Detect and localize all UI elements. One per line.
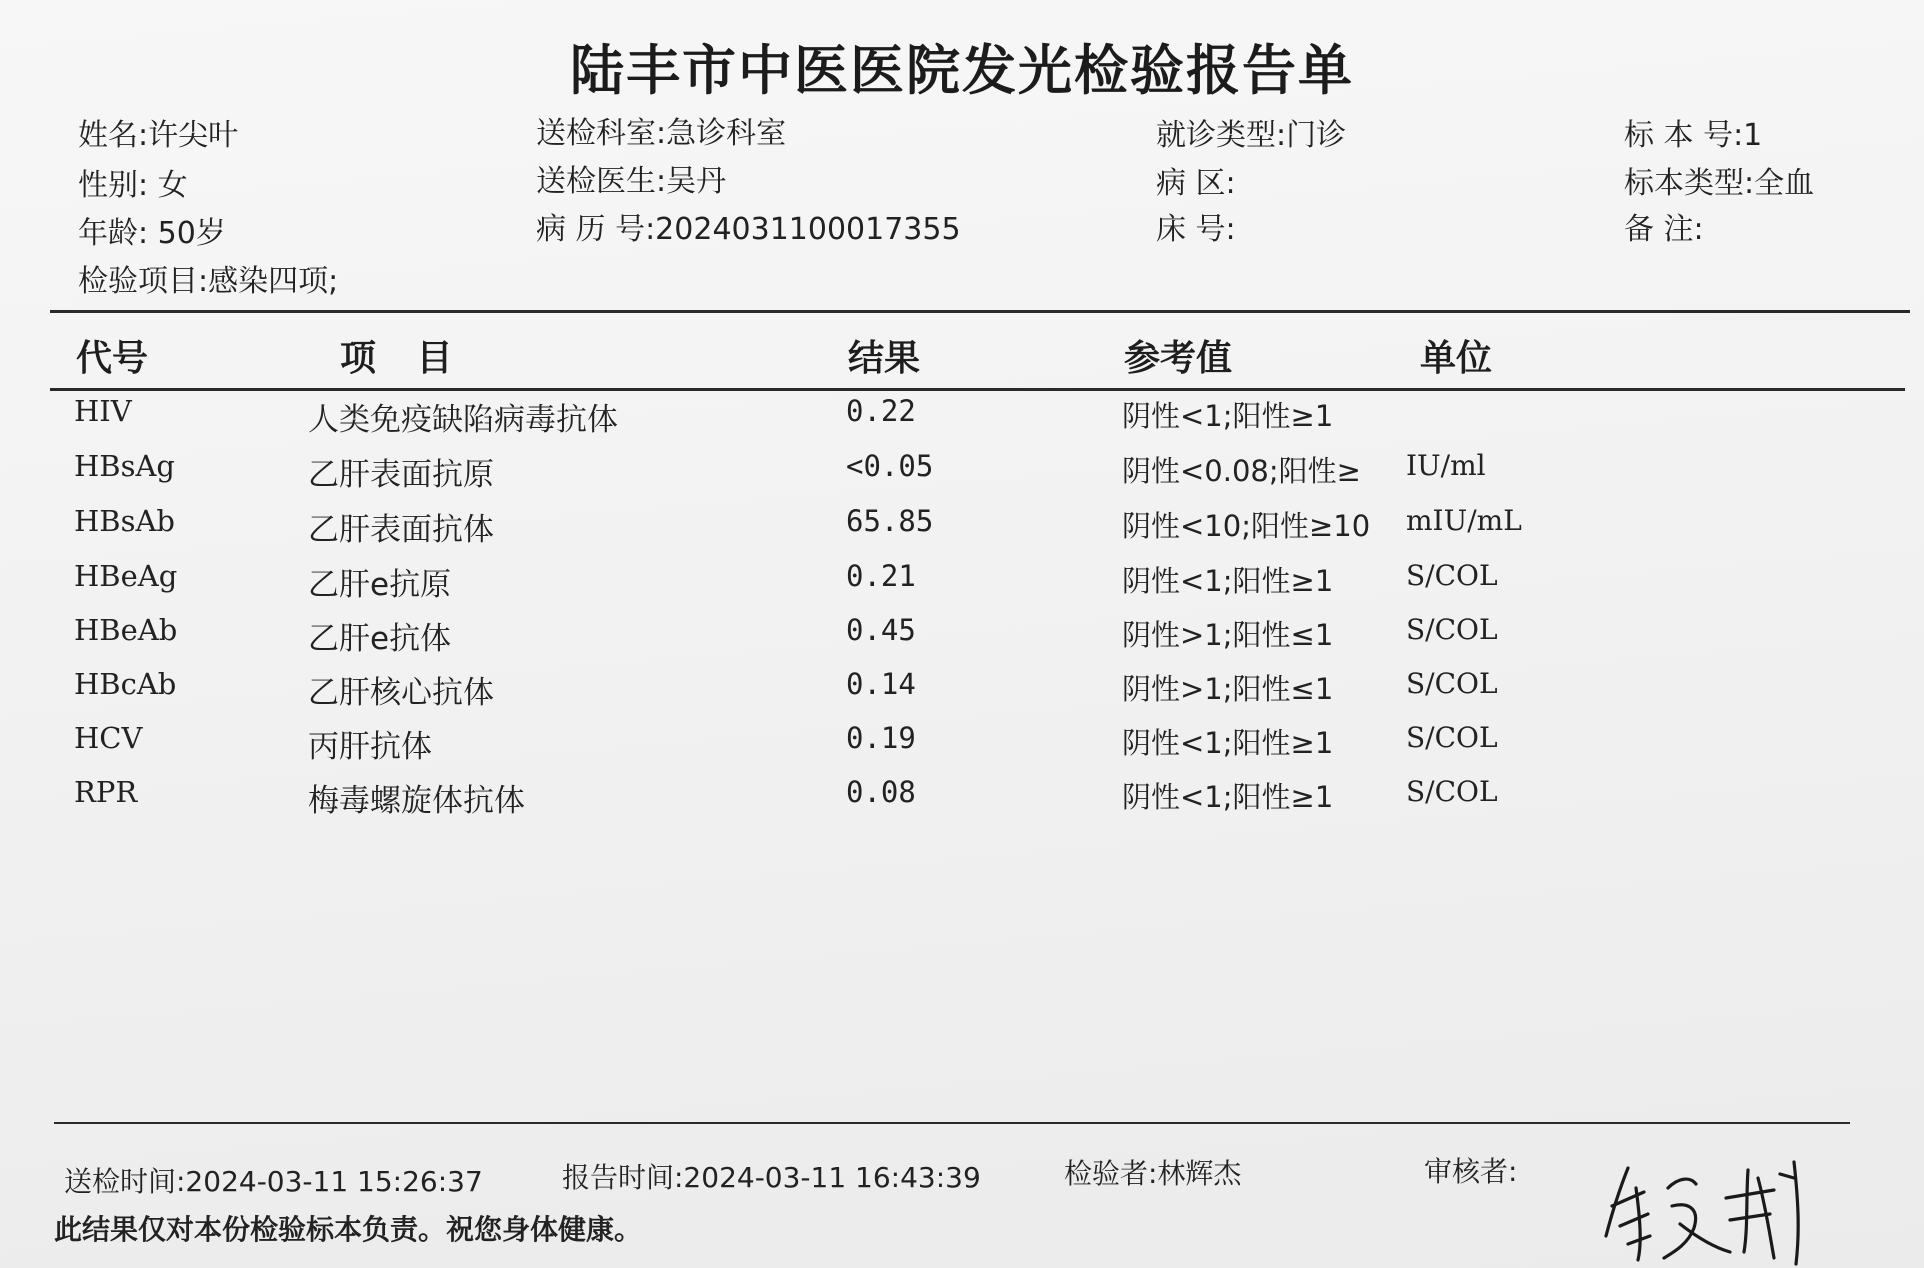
table-row (0, 449, 1924, 503)
row-unit: S/COL (1406, 613, 1498, 646)
table-row (0, 721, 1924, 775)
row-result: 0.08 (846, 775, 916, 809)
row-unit: S/COL (1406, 721, 1498, 754)
row-item: 乙肝表面抗体 (308, 512, 494, 548)
row-unit: mIU/mL (1406, 504, 1522, 537)
row-unit: S/COL (1406, 667, 1498, 700)
row-reference: 阴性<10;阳性≥10 (1122, 509, 1371, 543)
row-unit: S/COL (1406, 559, 1498, 592)
row-code: HIV (74, 394, 132, 428)
row-result: 0.19 (846, 721, 916, 755)
row-result: 0.45 (846, 613, 916, 647)
report-time: 报告时间:2024-03-11 16:43:39 (562, 1161, 981, 1194)
row-code: RPR (74, 775, 138, 809)
test-items: 检验项目:感染四项; (78, 264, 339, 299)
record-number: 病 历 号:2024031100017355 (536, 212, 961, 247)
footer-rule (54, 1122, 1850, 1124)
ward: 病 区: (1156, 166, 1236, 201)
remarks: 备 注: (1624, 212, 1704, 247)
row-item: 乙肝e抗体 (308, 621, 452, 657)
department: 送检科室:急诊科室 (536, 116, 787, 151)
row-reference: 阴性<1;阳性≥1 (1122, 780, 1334, 814)
row-result: 0.14 (846, 667, 916, 701)
row-unit: S/COL (1406, 775, 1498, 808)
disclaimer: 此结果仅对本份检验标本负责。祝您身体健康。 (54, 1213, 643, 1246)
submit-time: 送检时间:2024-03-11 15:26:37 (64, 1165, 483, 1198)
header-unit: 单位 (1420, 338, 1493, 379)
row-unit: IU/ml (1406, 449, 1486, 482)
row-code: HCV (74, 721, 143, 755)
row-code: HBeAg (74, 559, 178, 593)
row-result: 0.21 (846, 559, 916, 593)
row-result: 65.85 (846, 504, 934, 538)
header-item: 项 目 (340, 338, 453, 379)
tester: 检验者:林辉杰 (1064, 1157, 1242, 1190)
header-code: 代号 (76, 338, 149, 379)
row-item: 乙肝核心抗体 (308, 675, 494, 711)
row-reference: 阴性<1;阳性≥1 (1122, 564, 1334, 598)
table-row (0, 775, 1924, 829)
row-item: 乙肝e抗原 (308, 567, 452, 603)
table-row (0, 504, 1924, 558)
row-item: 人类免疫缺陷病毒抗体 (308, 402, 618, 438)
specimen-type: 标本类型:全血 (1624, 166, 1815, 201)
patient-age: 年龄: 50岁 (78, 216, 226, 251)
row-reference: 阴性>1;阳性≤1 (1122, 618, 1334, 652)
row-reference: 阴性<0.08;阳性≥ (1122, 454, 1361, 488)
row-item: 梅毒螺旋体抗体 (308, 783, 525, 819)
row-result: <0.05 (846, 449, 934, 483)
table-row (0, 559, 1924, 613)
table-row (0, 667, 1924, 721)
header-result: 结果 (848, 338, 921, 379)
patient-name: 姓名:许尖叶 (78, 118, 239, 153)
visit-type: 就诊类型:门诊 (1156, 118, 1347, 153)
bed-number: 床 号: (1156, 212, 1236, 247)
row-item: 丙肝抗体 (308, 729, 432, 765)
row-code: HBcAb (74, 667, 177, 701)
specimen-number: 标 本 号:1 (1624, 118, 1763, 153)
table-row (0, 613, 1924, 667)
doctor: 送检医生:吴丹 (536, 164, 727, 199)
patient-sex: 性别: 女 (78, 168, 188, 203)
reviewer-label: 审核者: (1424, 1155, 1518, 1188)
reviewer-signature (1598, 1148, 1838, 1268)
row-reference: 阴性<1;阳性≥1 (1122, 726, 1334, 760)
row-code: HBsAb (74, 504, 175, 538)
table-top-rule (50, 310, 1910, 313)
report-title: 陆丰市中医医院发光检验报告单 (570, 39, 1354, 102)
row-reference: 阴性<1;阳性≥1 (1122, 399, 1334, 433)
table-row (0, 394, 1924, 448)
table-header-rule (50, 388, 1905, 391)
row-reference: 阴性>1;阳性≤1 (1122, 672, 1334, 706)
row-result: 0.22 (846, 394, 916, 428)
row-code: HBeAb (74, 613, 178, 647)
row-item: 乙肝表面抗原 (308, 457, 494, 493)
header-reference: 参考值 (1124, 338, 1233, 379)
row-code: HBsAg (74, 449, 175, 483)
